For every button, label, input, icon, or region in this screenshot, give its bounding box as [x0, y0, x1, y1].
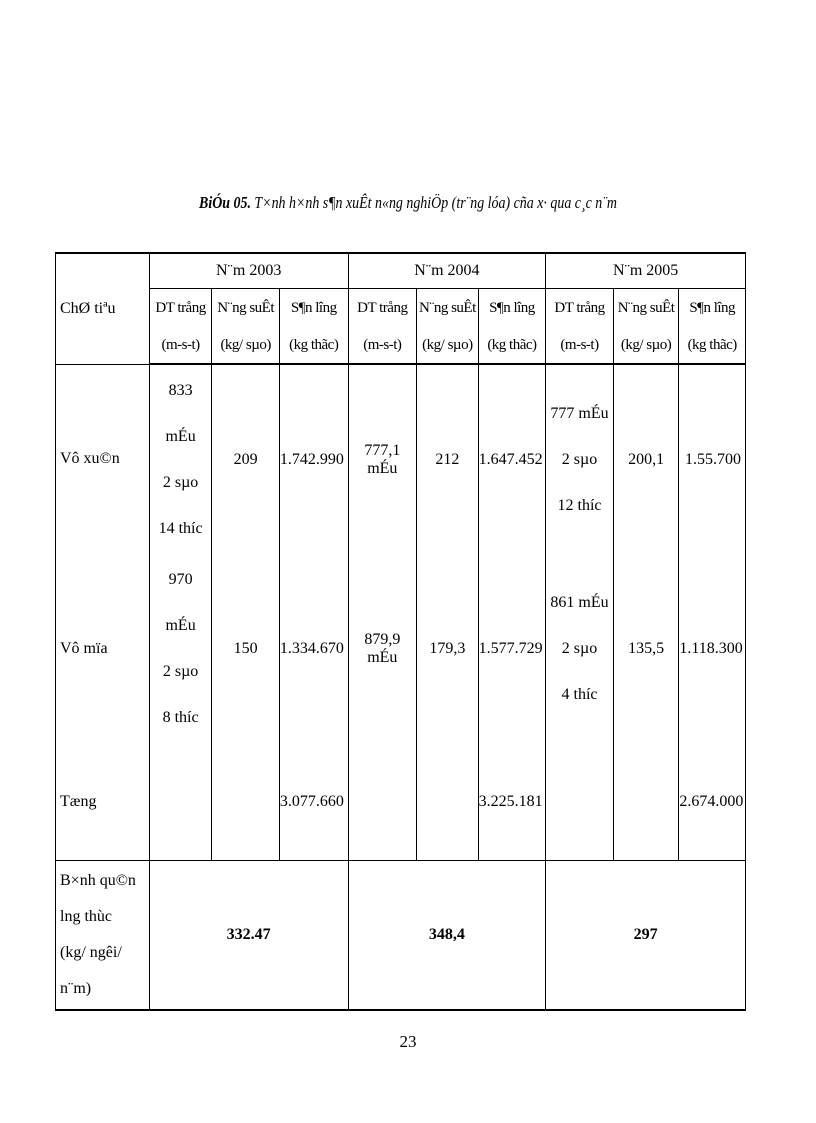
area-2003: 970 mÉu 2 sµo 8 thíc	[149, 554, 212, 744]
yield-2003: 209	[212, 364, 280, 554]
unit-output: (kg thãc)	[679, 327, 746, 364]
area-2004: 777,1 mÉu	[348, 364, 417, 554]
table-row	[56, 554, 746, 744]
yield-2005: 135,5	[613, 554, 679, 744]
area-2004: 879,9 mÉu	[348, 554, 417, 744]
unit-yield: (kg/ sµo)	[417, 327, 479, 364]
area-2005: 777 mÉu 2 sµo 12 thíc	[546, 364, 614, 554]
table-caption	[73, 193, 742, 213]
sub-header-yield: N¨ng suÊt	[417, 289, 479, 328]
row-label: Vô mïa	[56, 554, 150, 744]
unit-yield: (kg/ sµo)	[212, 327, 280, 364]
output-2005: 1.55.700	[679, 364, 746, 554]
unit-area: (m-s-t)	[348, 327, 417, 364]
sub-header-output: S¶n lîng	[279, 289, 348, 328]
output-2005: 2.674.000	[679, 744, 746, 860]
row-label: Vô xu©n	[56, 364, 150, 554]
header-year-2003: N¨m 2003	[149, 253, 348, 289]
page-number: 23	[399, 1032, 417, 1051]
output-2004: 1.577.729	[478, 554, 546, 744]
sub-header-area: DT trång	[546, 289, 614, 328]
production-table	[55, 252, 746, 1011]
unit-area: (m-s-t)	[546, 327, 614, 364]
output-2005: 1.118.300	[679, 554, 746, 744]
output-2003: 1.742.990	[279, 364, 348, 554]
sub-header-area: DT trång	[348, 289, 417, 328]
area-2003: 833 mÉu 2 sµo 14 thíc	[149, 364, 212, 554]
unit-area: (m-s-t)	[149, 327, 212, 364]
sub-header-area: DT trång	[149, 289, 212, 328]
output-2004: 1.647.452	[478, 364, 546, 554]
header-year-2004: N¨m 2004	[348, 253, 546, 289]
output-2004: 3.225.181	[478, 744, 546, 860]
caption-text: T×nh h×nh s¶n xuÊt n«ng nghiÖp (tr¨ng lóa) cña x· qua c¸c n¨m	[250, 193, 617, 212]
row-label: Tæng	[56, 744, 150, 860]
area-2005: 861 mÉu 2 sµo 4 thíc	[546, 554, 614, 744]
table-row	[56, 364, 746, 554]
table-row	[56, 744, 746, 860]
summary-2004: 348,4	[348, 860, 546, 1010]
header-year-2005: N¨m 2005	[546, 253, 746, 289]
sub-header-yield: N¨ng suÊt	[212, 289, 280, 328]
yield-2004: 212	[417, 364, 479, 554]
header-indicator: ChØ tiªu	[56, 253, 150, 364]
sub-header-yield: N¨ng suÊt	[613, 289, 679, 328]
summary-2003: 332.47	[149, 860, 348, 1010]
yield-2005: 200,1	[613, 364, 679, 554]
summary-label: B×nh qu©n lng thùc (kg/ ngêi/ n¨m)	[56, 860, 150, 1010]
summary-row	[56, 860, 746, 1010]
summary-2005: 297	[546, 860, 746, 1010]
yield-2004: 179,3	[417, 554, 479, 744]
unit-output: (kg thãc)	[279, 327, 348, 364]
output-2003: 3.077.660	[279, 744, 348, 860]
unit-output: (kg thãc)	[478, 327, 546, 364]
unit-yield: (kg/ sµo)	[613, 327, 679, 364]
sub-header-output: S¶n lîng	[478, 289, 546, 328]
caption-label: BiÓu 05.	[199, 193, 251, 212]
yield-2003: 150	[212, 554, 280, 744]
output-2003: 1.334.670	[279, 554, 348, 744]
sub-header-output: S¶n lîng	[679, 289, 746, 328]
